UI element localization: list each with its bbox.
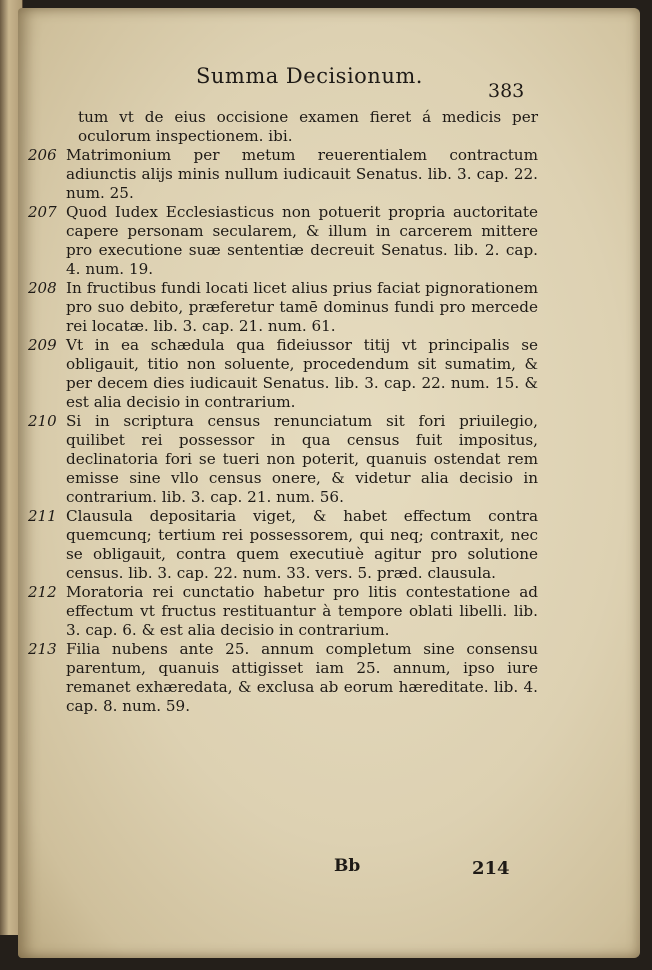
entry-continuation: [28, 108, 538, 146]
page-number: 383: [488, 80, 525, 102]
entry-number: 212: [28, 583, 57, 601]
entry-number: 209: [28, 336, 57, 354]
entry-text: Vt in ea schædula qua fideiussor titij vt principalis se obligauit, titio non soluente, procedendum sit sumatim, & per decem dies iudicauit Senatus. lib. 3. cap. 22. num. 15. & est alia decisio in contrarium.: [66, 336, 538, 411]
entry-206: [28, 146, 538, 203]
signature-mark: Bb: [334, 856, 361, 876]
entry-213: [28, 640, 538, 716]
entry-text: Quod Iudex Ecclesiasticus non potuerit propria auctoritate capere personam secularem, & illum in carcerem mittere pro executione suæ sententiæ decreuit Senatus. lib. 2. cap. 4. num. 19.: [66, 203, 538, 278]
folio-number: 214: [472, 858, 510, 879]
entry-text: Matrimonium per metum reuerentialem contractum adiunctis alijs minis nullum iudicauit Senatus. lib. 3. cap. 22. num. 25.: [66, 146, 538, 202]
decision-list: [28, 108, 538, 716]
entry-text: Clausula depositaria viget, & habet effectum contra quemcunq; tertium rei possessorem, qui neq; contraxit, nec se obligauit, contra quem executiuè agitur pro solutione census. lib. 3. cap. 22. num. 33. vers. 5. præd. clausula.: [66, 507, 538, 582]
entry-207: [28, 203, 538, 279]
book-page: [18, 8, 640, 958]
entry-text: Si in scriptura census renunciatum sit fori priuilegio, quilibet rei possessor in qua census fuit impositus, declinatoria fori se tueri non poterit, quanuis ostendat rem emisse sine vllo census onere, & videtur alia decisio in contrarium. lib. 3. cap. 21. num. 56.: [66, 412, 538, 506]
entry-number: 210: [28, 412, 57, 430]
entry-number: 208: [28, 279, 57, 297]
entry-number: 207: [28, 203, 57, 221]
entry-number: 213: [28, 640, 57, 658]
entry-209: [28, 336, 538, 412]
entry-text: In fructibus fundi locati licet alius prius faciat pignorationem pro suo debito, præferetur tamē dominus fundi pro mercede rei locatæ. lib. 3. cap. 21. num. 61.: [66, 279, 538, 335]
running-title: Summa Decisionum.: [196, 64, 423, 88]
entry-text: tum vt de eius occisione examen fieret á medicis per oculorum inspectionem. ibi.: [78, 108, 538, 145]
entry-number: 211: [28, 507, 57, 525]
entry-text: Moratoria rei cunctatio habetur pro litis contestatione ad effectum vt fructus restituantur à tempore oblati libelli. lib. 3. cap. 6. & est alia decisio in contrarium.: [66, 583, 538, 639]
entry-number: 206: [28, 146, 57, 164]
entry-208: [28, 279, 538, 336]
entry-210: [28, 412, 538, 507]
entry-211: [28, 507, 538, 583]
entry-text: Filia nubens ante 25. annum completum sine consensu parentum, quanuis attigisset iam 25. annum, ipso iure remanet exhæredata, & exclusa ab eorum hæreditate. lib. 4. cap. 8. num. 59.: [66, 640, 538, 715]
entry-212: [28, 583, 538, 640]
